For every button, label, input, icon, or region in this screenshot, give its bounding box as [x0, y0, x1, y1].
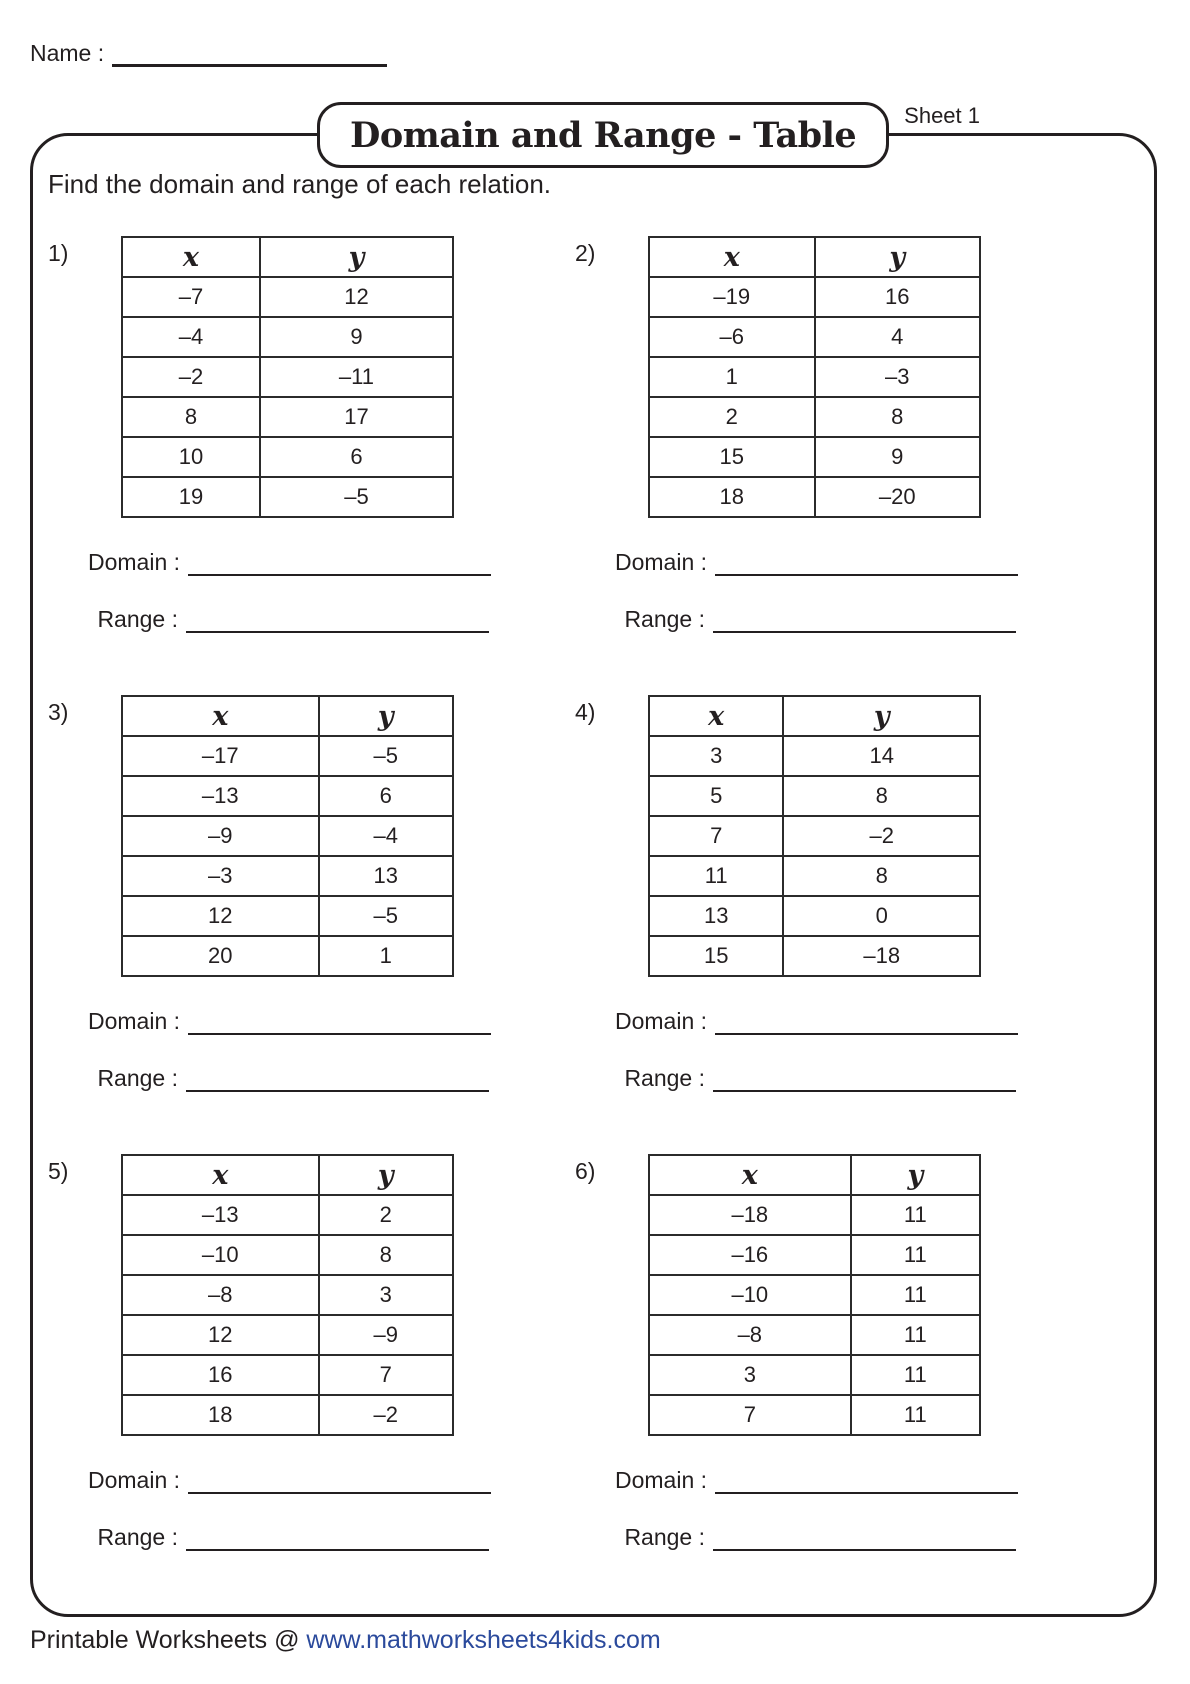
- xy-table: [648, 695, 981, 977]
- y-value: 8: [783, 856, 980, 896]
- domain-answer-line: [88, 1008, 454, 1036]
- problem-number: 2): [575, 240, 596, 266]
- table-row: [649, 1235, 980, 1275]
- y-value: –4: [319, 816, 453, 856]
- table-row: [122, 896, 453, 936]
- x-value: 13: [649, 896, 783, 936]
- range-label: Range :: [97, 1065, 178, 1091]
- column-header-x: x: [649, 237, 815, 277]
- domain-blank-line: [188, 1470, 491, 1494]
- x-value: –2: [122, 357, 260, 397]
- domain-blank-line: [188, 1011, 491, 1035]
- table-row: [122, 317, 453, 357]
- range-label: Range :: [97, 606, 178, 632]
- y-value: –3: [815, 357, 981, 397]
- table-row: [649, 896, 980, 936]
- range-label: Range :: [97, 1524, 178, 1550]
- y-value: 6: [260, 437, 453, 477]
- x-value: 15: [649, 437, 815, 477]
- y-value: 7: [319, 1355, 453, 1395]
- y-value: 4: [815, 317, 981, 357]
- x-value: 18: [122, 1395, 319, 1435]
- domain-label: Domain :: [88, 1467, 181, 1493]
- x-value: 7: [649, 1395, 851, 1435]
- table-row: [122, 357, 453, 397]
- table-row: [649, 1275, 980, 1315]
- table-row: [649, 477, 980, 517]
- y-value: 0: [783, 896, 980, 936]
- page-title: Domain and Range - Table: [350, 114, 857, 156]
- column-header-y: y: [783, 696, 980, 736]
- table-row: [122, 1195, 453, 1235]
- y-value: –11: [260, 357, 453, 397]
- y-value: –2: [319, 1395, 453, 1435]
- name-row: [30, 40, 387, 67]
- title-badge: [317, 102, 889, 168]
- range-blank-line: [186, 1068, 489, 1092]
- y-value: 8: [319, 1235, 453, 1275]
- table-row: [122, 1315, 453, 1355]
- table-row: [649, 357, 980, 397]
- y-value: 11: [851, 1195, 980, 1235]
- table-row: [122, 936, 453, 976]
- column-header-y: y: [815, 237, 981, 277]
- x-value: –4: [122, 317, 260, 357]
- y-value: 17: [260, 397, 453, 437]
- problem-number: 6): [575, 1158, 596, 1184]
- x-value: 7: [649, 816, 783, 856]
- instruction-text: Find the domain and range of each relation.: [48, 169, 552, 199]
- table-header-row: [649, 237, 980, 277]
- problem-number: 4): [575, 699, 596, 725]
- name-label: Name :: [30, 40, 105, 66]
- y-value: –18: [783, 936, 980, 976]
- answers-block: [88, 1467, 454, 1581]
- domain-blank-line: [715, 1470, 1018, 1494]
- x-value: –8: [122, 1275, 319, 1315]
- column-header-y: y: [851, 1155, 980, 1195]
- x-value: 16: [122, 1355, 319, 1395]
- y-value: 11: [851, 1275, 980, 1315]
- footer: [30, 1626, 661, 1655]
- table-row: [649, 816, 980, 856]
- xy-table: [121, 1154, 454, 1436]
- answers-block: [615, 1467, 981, 1581]
- y-value: 1: [319, 936, 453, 976]
- sheet-number-label: Sheet 1: [898, 103, 986, 129]
- column-header-y: y: [260, 237, 453, 277]
- x-value: –10: [122, 1235, 319, 1275]
- table-row: [649, 1195, 980, 1235]
- table-row: [122, 1235, 453, 1275]
- footer-website-link[interactable]: www.mathworksheets4kids.com: [306, 1626, 661, 1654]
- range-blank-line: [713, 1527, 1016, 1551]
- column-header-x: x: [649, 696, 783, 736]
- xy-table: [648, 236, 981, 518]
- domain-blank-line: [715, 552, 1018, 576]
- x-value: 3: [649, 736, 783, 776]
- x-value: –19: [649, 277, 815, 317]
- domain-label: Domain :: [615, 549, 708, 575]
- xy-table: [648, 1154, 981, 1436]
- answers-block: [615, 549, 981, 663]
- x-value: 12: [122, 896, 319, 936]
- table-row: [122, 1275, 453, 1315]
- y-value: –9: [319, 1315, 453, 1355]
- table-row: [649, 1315, 980, 1355]
- y-value: 3: [319, 1275, 453, 1315]
- domain-answer-line: [615, 549, 981, 577]
- x-value: 20: [122, 936, 319, 976]
- problem-number: 3): [48, 699, 69, 725]
- y-value: 8: [815, 397, 981, 437]
- x-value: –13: [122, 1195, 319, 1235]
- y-value: –20: [815, 477, 981, 517]
- table-header-row: [122, 237, 453, 277]
- problem: [575, 1154, 1148, 1581]
- table-row: [649, 736, 980, 776]
- domain-blank-line: [188, 552, 491, 576]
- answers-block: [615, 1008, 981, 1122]
- xy-table: [121, 236, 454, 518]
- table-header-row: [649, 1155, 980, 1195]
- y-value: –5: [319, 896, 453, 936]
- x-value: –10: [649, 1275, 851, 1315]
- domain-answer-line: [88, 549, 454, 577]
- range-label: Range :: [624, 606, 705, 632]
- column-header-x: x: [122, 696, 319, 736]
- x-value: 8: [122, 397, 260, 437]
- range-answer-line: [615, 1524, 981, 1552]
- footer-text: Printable Worksheets @: [30, 1626, 307, 1654]
- problems-grid: [48, 236, 1148, 1581]
- column-header-y: y: [319, 696, 453, 736]
- x-value: 18: [649, 477, 815, 517]
- x-value: –3: [122, 856, 319, 896]
- x-value: 10: [122, 437, 260, 477]
- table-row: [122, 816, 453, 856]
- problem: [575, 236, 1148, 663]
- domain-label: Domain :: [615, 1008, 708, 1034]
- x-value: –8: [649, 1315, 851, 1355]
- table-row: [649, 776, 980, 816]
- y-value: 11: [851, 1235, 980, 1275]
- name-blank-line: [112, 45, 387, 67]
- table-row: [122, 736, 453, 776]
- x-value: 1: [649, 357, 815, 397]
- x-value: 19: [122, 477, 260, 517]
- table-row: [649, 277, 980, 317]
- x-value: –18: [649, 1195, 851, 1235]
- problem-number: 1): [48, 240, 69, 266]
- y-value: 12: [260, 277, 453, 317]
- y-value: 9: [260, 317, 453, 357]
- y-value: 11: [851, 1395, 980, 1435]
- x-value: –13: [122, 776, 319, 816]
- domain-answer-line: [88, 1467, 454, 1495]
- x-value: 12: [122, 1315, 319, 1355]
- range-blank-line: [713, 609, 1016, 633]
- table-header-row: [122, 1155, 453, 1195]
- problem: [48, 236, 575, 663]
- column-header-x: x: [122, 1155, 319, 1195]
- table-row: [649, 397, 980, 437]
- problem: [575, 695, 1148, 1122]
- range-answer-line: [88, 1065, 454, 1093]
- x-value: –17: [122, 736, 319, 776]
- x-value: –7: [122, 277, 260, 317]
- x-value: –16: [649, 1235, 851, 1275]
- y-value: 16: [815, 277, 981, 317]
- domain-label: Domain :: [88, 549, 181, 575]
- range-answer-line: [88, 606, 454, 634]
- y-value: 8: [783, 776, 980, 816]
- column-header-y: y: [319, 1155, 453, 1195]
- range-answer-line: [88, 1524, 454, 1552]
- y-value: 6: [319, 776, 453, 816]
- domain-answer-line: [615, 1467, 981, 1495]
- column-header-x: x: [649, 1155, 851, 1195]
- x-value: –9: [122, 816, 319, 856]
- table-row: [649, 437, 980, 477]
- range-blank-line: [713, 1068, 1016, 1092]
- table-row: [649, 317, 980, 357]
- range-label: Range :: [624, 1065, 705, 1091]
- table-row: [649, 1355, 980, 1395]
- table-row: [649, 936, 980, 976]
- y-value: 9: [815, 437, 981, 477]
- table-row: [122, 1355, 453, 1395]
- table-row: [122, 856, 453, 896]
- range-answer-line: [615, 606, 981, 634]
- y-value: 2: [319, 1195, 453, 1235]
- worksheet-frame: [30, 103, 1157, 1617]
- x-value: 3: [649, 1355, 851, 1395]
- table-header-row: [122, 696, 453, 736]
- problem: [48, 1154, 575, 1581]
- range-blank-line: [186, 609, 489, 633]
- table-header-row: [649, 696, 980, 736]
- table-row: [122, 437, 453, 477]
- domain-blank-line: [715, 1011, 1018, 1035]
- domain-label: Domain :: [88, 1008, 181, 1034]
- y-value: –5: [260, 477, 453, 517]
- range-answer-line: [615, 1065, 981, 1093]
- x-value: 2: [649, 397, 815, 437]
- table-row: [122, 277, 453, 317]
- table-row: [122, 1395, 453, 1435]
- table-row: [122, 776, 453, 816]
- x-value: 5: [649, 776, 783, 816]
- xy-table: [121, 695, 454, 977]
- y-value: 13: [319, 856, 453, 896]
- y-value: 14: [783, 736, 980, 776]
- table-row: [649, 1395, 980, 1435]
- problem: [48, 695, 575, 1122]
- answers-block: [88, 549, 454, 663]
- y-value: 11: [851, 1315, 980, 1355]
- range-label: Range :: [624, 1524, 705, 1550]
- x-value: 11: [649, 856, 783, 896]
- table-row: [649, 856, 980, 896]
- x-value: –6: [649, 317, 815, 357]
- table-row: [122, 477, 453, 517]
- column-header-x: x: [122, 237, 260, 277]
- domain-answer-line: [615, 1008, 981, 1036]
- answers-block: [88, 1008, 454, 1122]
- y-value: 11: [851, 1355, 980, 1395]
- table-row: [122, 397, 453, 437]
- x-value: 15: [649, 936, 783, 976]
- range-blank-line: [186, 1527, 489, 1551]
- problem-number: 5): [48, 1158, 69, 1184]
- domain-label: Domain :: [615, 1467, 708, 1493]
- y-value: –5: [319, 736, 453, 776]
- y-value: –2: [783, 816, 980, 856]
